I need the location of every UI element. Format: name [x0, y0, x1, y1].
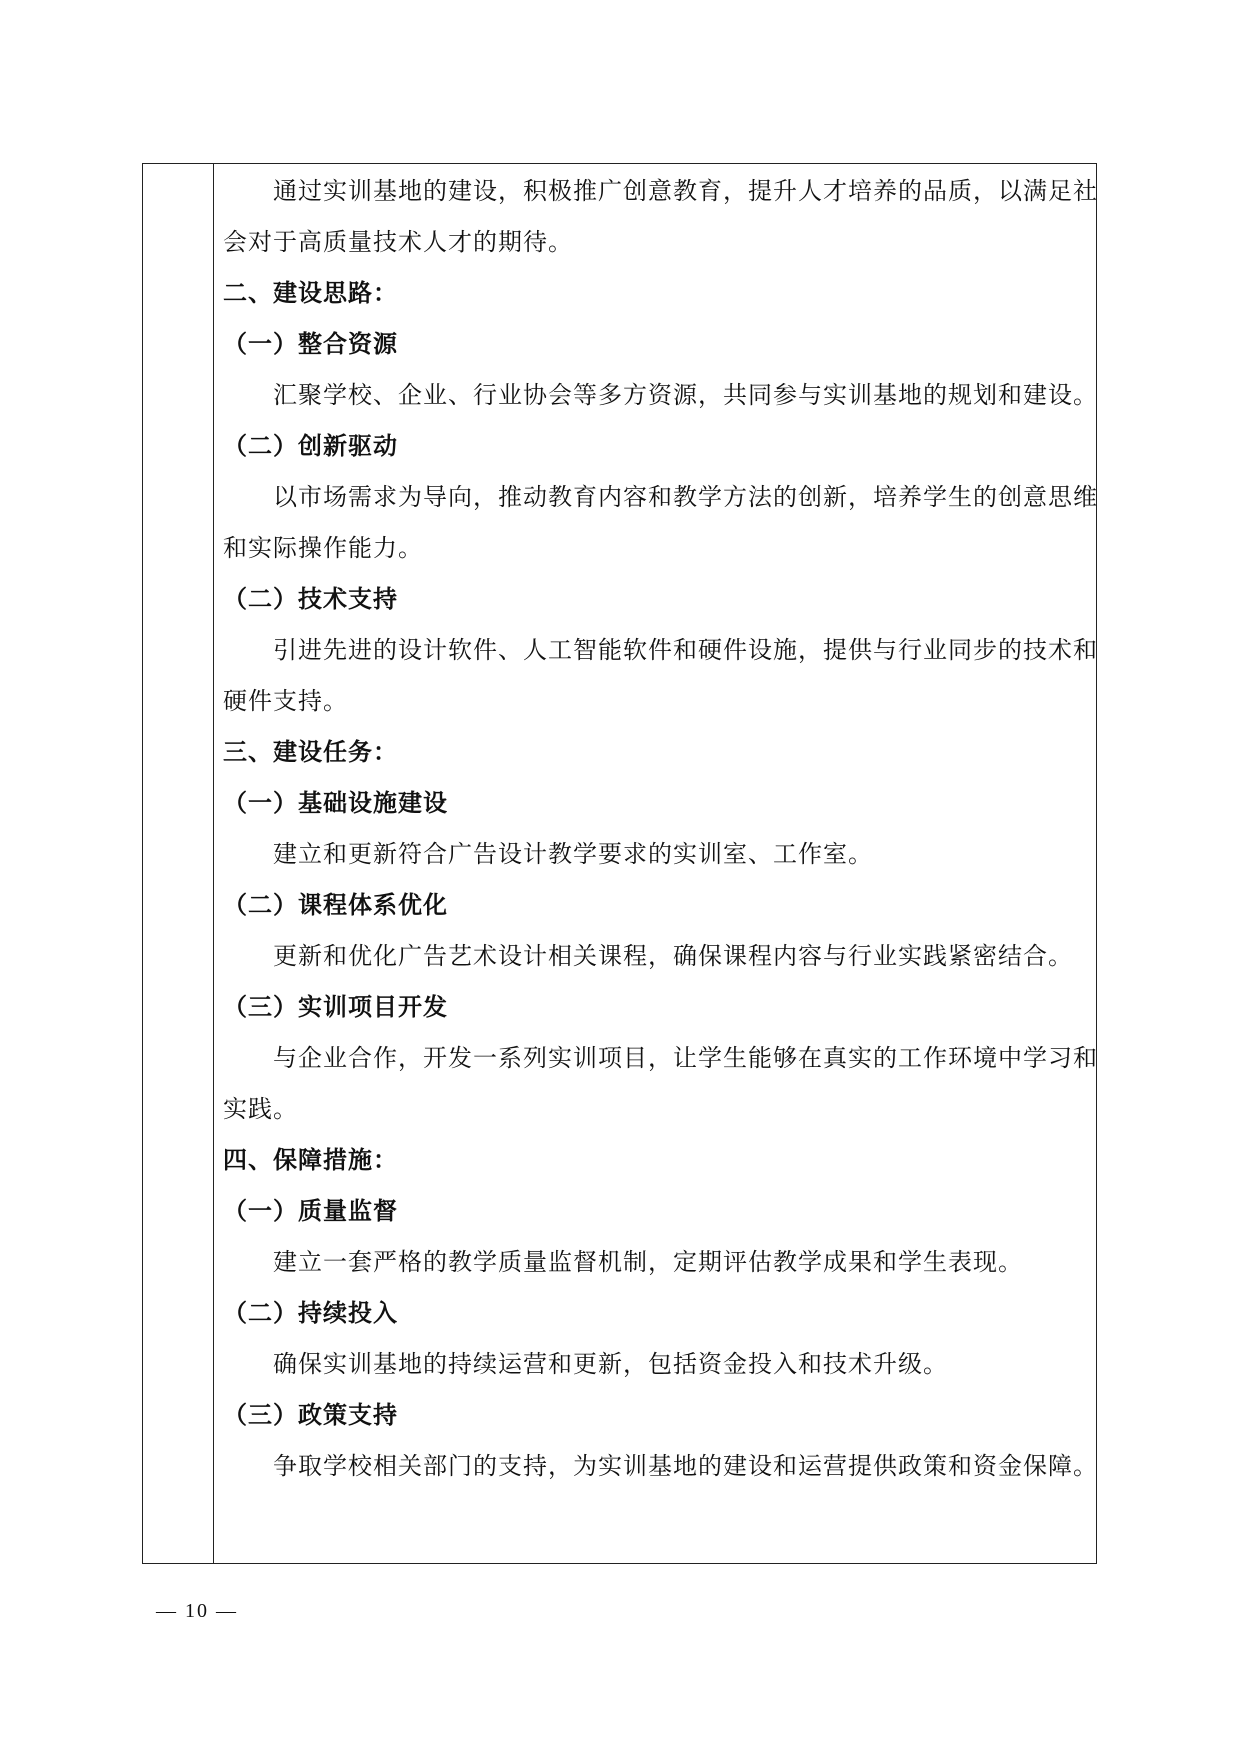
body-paragraph: 建立一套严格的教学质量监督机制，定期评估教学成果和学生表现。 — [273, 1248, 1023, 1276]
subsection-heading: （二）创新驱动 — [223, 431, 398, 460]
subsection-heading: （二）技术支持 — [223, 584, 398, 613]
body-paragraph: 以市场需求为导向，推动教育内容和教学方法的创新，培养学生的创意思维 — [273, 483, 1098, 511]
section-heading: 二、建设思路： — [223, 278, 398, 307]
body-paragraph: 通过实训基地的建设，积极推广创意教育，提升人才培养的品质，以满足社 — [273, 177, 1098, 205]
body-paragraph: 争取学校相关部门的支持，为实训基地的建设和运营提供政策和资金保障。 — [273, 1452, 1098, 1480]
section-heading: 四、保障措施： — [223, 1145, 398, 1174]
page-number: — 10 — — [156, 1600, 238, 1622]
body-paragraph-continuation: 硬件支持。 — [223, 687, 348, 715]
column-divider — [213, 163, 214, 1564]
body-paragraph: 引进先进的设计软件、人工智能软件和硬件设施，提供与行业同步的技术和 — [273, 636, 1098, 664]
body-paragraph: 与企业合作，开发一系列实训项目，让学生能够在真实的工作环境中学习和 — [273, 1044, 1098, 1072]
subsection-heading: （一）基础设施建设 — [223, 788, 448, 817]
body-paragraph: 更新和优化广告艺术设计相关课程，确保课程内容与行业实践紧密结合。 — [273, 942, 1073, 970]
subsection-heading: （二）课程体系优化 — [223, 890, 448, 919]
subsection-heading: （一）质量监督 — [223, 1196, 398, 1225]
body-paragraph-continuation: 会对于高质量技术人才的期待。 — [223, 228, 573, 256]
subsection-heading: （二）持续投入 — [223, 1298, 398, 1327]
subsection-heading: （三）实训项目开发 — [223, 992, 448, 1021]
subsection-heading: （三）政策支持 — [223, 1400, 398, 1429]
body-paragraph: 确保实训基地的持续运营和更新，包括资金投入和技术升级。 — [273, 1350, 948, 1378]
body-paragraph: 汇聚学校、企业、行业协会等多方资源，共同参与实训基地的规划和建设。 — [273, 381, 1098, 409]
body-paragraph: 建立和更新符合广告设计教学要求的实训室、工作室。 — [273, 840, 873, 868]
body-paragraph-continuation: 和实际操作能力。 — [223, 534, 423, 562]
section-heading: 三、建设任务： — [223, 737, 398, 766]
subsection-heading: （一）整合资源 — [223, 329, 398, 358]
body-paragraph-continuation: 实践。 — [223, 1095, 298, 1123]
